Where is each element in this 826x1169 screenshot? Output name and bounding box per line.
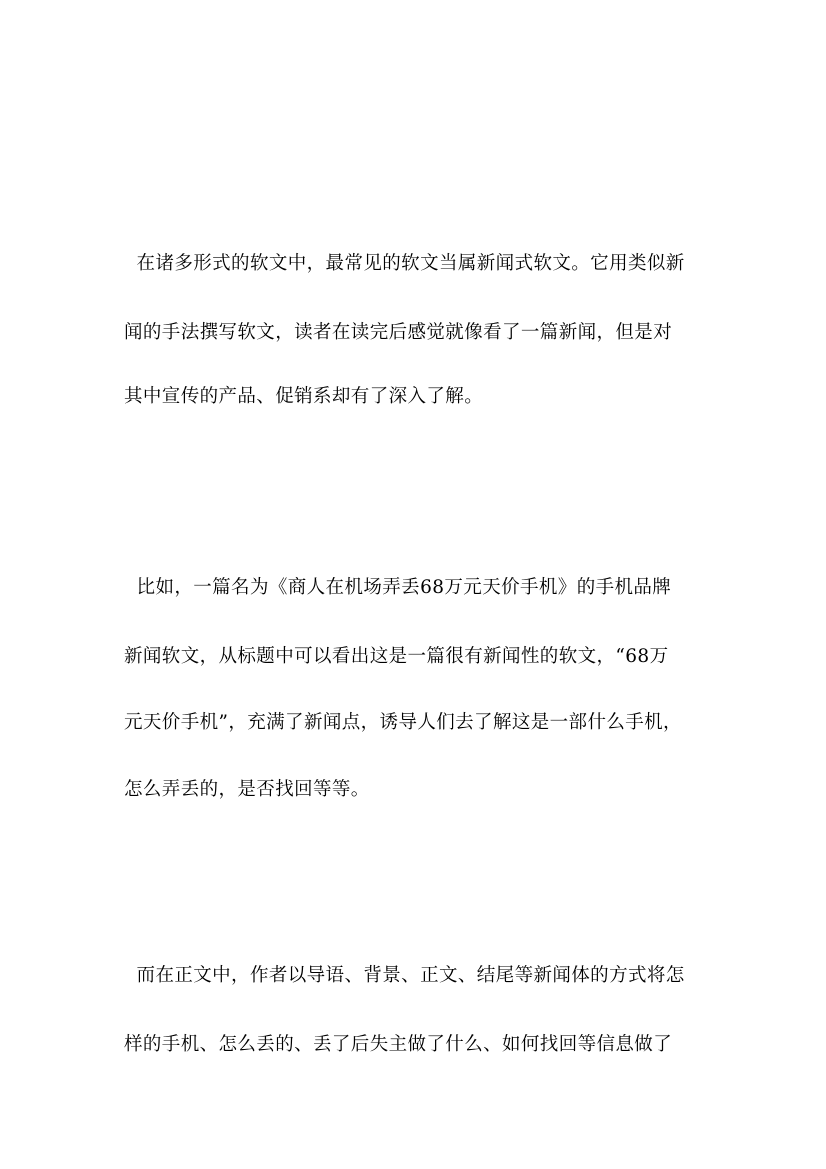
text-line: 而在正文中，作者以导语、背景、正文、结尾等新闻体的方式将怎	[124, 965, 685, 986]
text-line: 在诸多形式的软文中，最常见的软文当属新闻式软文。它用类似新	[124, 253, 685, 274]
text-line: 样的手机、怎么丢的、丢了后失主做了什么、如何找回等信息做了	[124, 1034, 673, 1055]
text-line: 怎么弄丢的，是否找回等等。	[124, 779, 370, 800]
text-line: 其中宣传的产品、促销系却有了深入了解。	[124, 386, 484, 407]
text-line: 闻的手法撰写软文，读者在读完后感觉就像看了一篇新闻，但是对	[124, 322, 673, 343]
text-line: 新闻软文，从标题中可以看出这是一篇很有新闻性的软文，“68万	[124, 646, 669, 667]
text-line: 比如，一篇名为《商人在机场弄丢68万元天价手机》的手机品牌	[124, 577, 672, 598]
text-line: 元天价手机”，充满了新闻点，诱导人们去了解这是一部什么手机，	[124, 712, 682, 733]
